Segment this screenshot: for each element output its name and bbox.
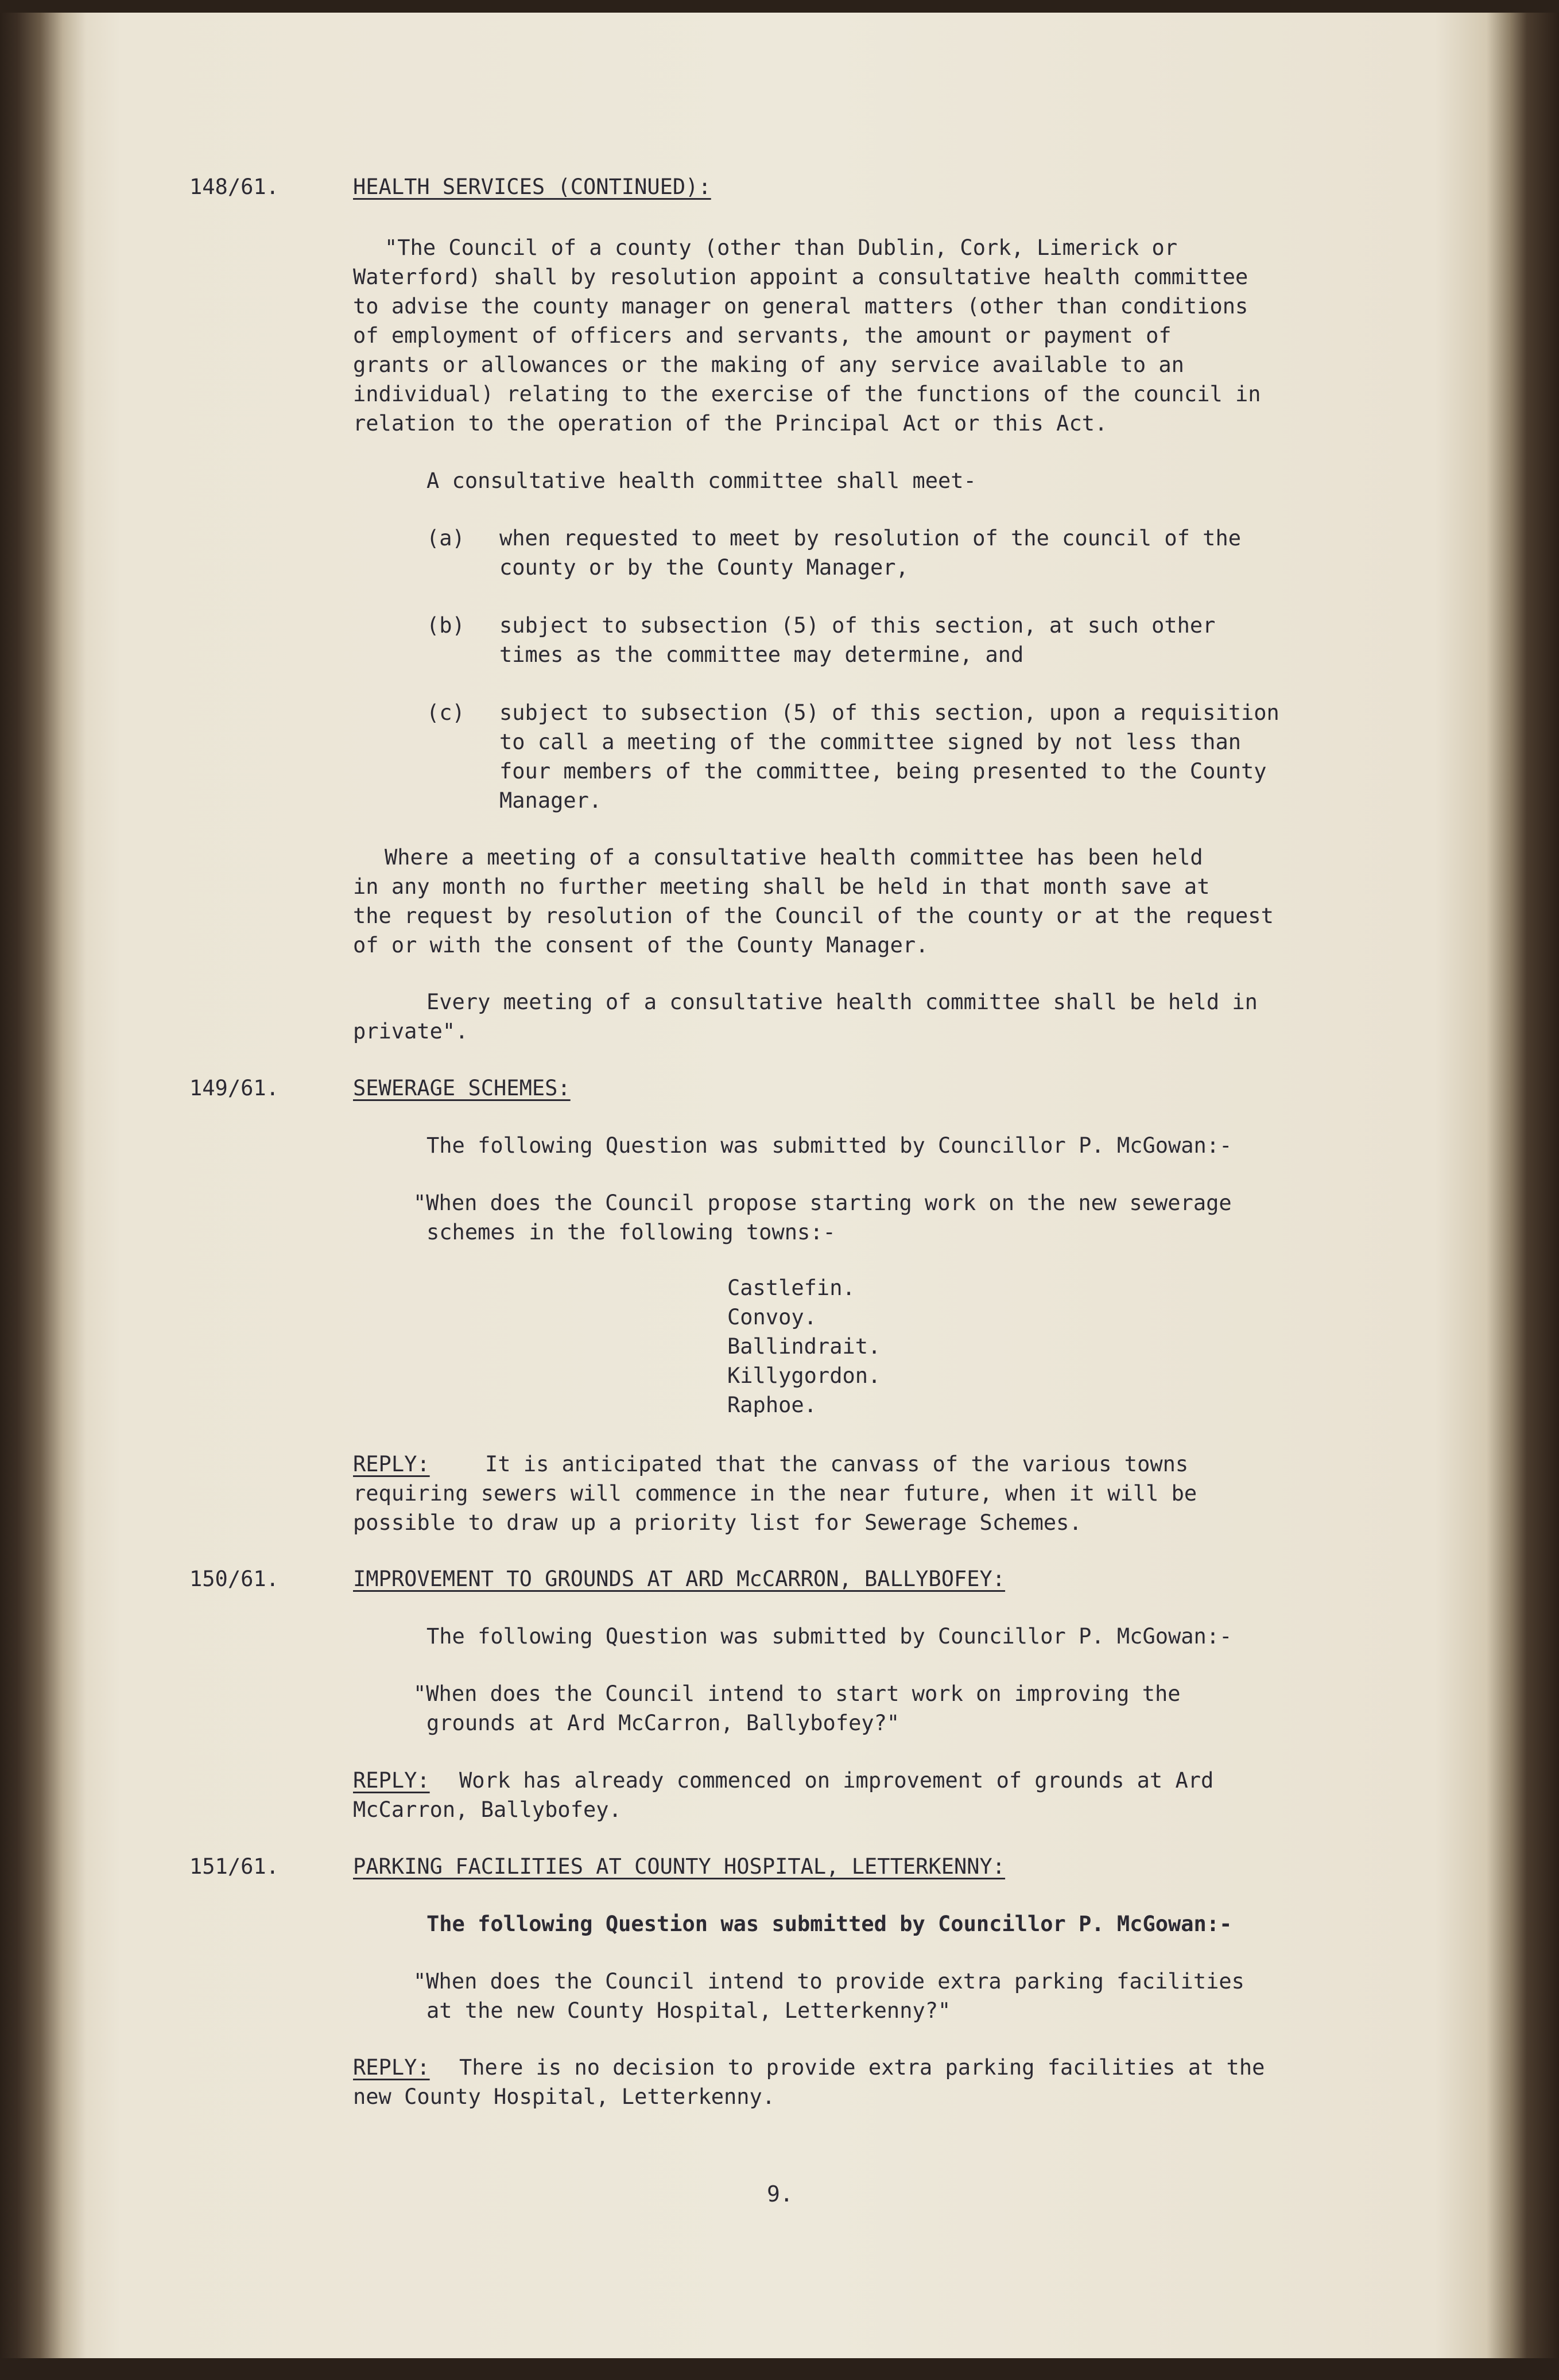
list-marker-c: (c)	[426, 700, 465, 725]
reply-line: requiring sewers will commence in the near future, when it will be	[353, 1481, 1197, 1506]
paragraph-line: Where a meeting of a consultative health committee has been held	[385, 845, 1203, 870]
list-item-line: times as the committee may determine, and	[499, 642, 1024, 667]
list-item-line: four members of the committee, being presented to the County	[499, 759, 1267, 784]
quote-line: grants or allowances or the making of any service available to an	[353, 352, 1184, 377]
section-heading: IMPROVEMENT TO GROUNDS AT ARD McCARRON, BALLYBOFEY:	[353, 1567, 1006, 1591]
reply-line: McCarron, Ballybofey.	[353, 1797, 622, 1822]
quote-line: to advise the county manager on general matters (other than conditions	[353, 294, 1248, 319]
section-number: 149/61.	[189, 1076, 279, 1100]
reply-label: REPLY:	[353, 1768, 430, 1793]
list-item-line: county or by the County Manager,	[499, 555, 909, 580]
question-line: schemes in the following towns:-	[426, 1220, 836, 1245]
section-number: 150/61.	[189, 1567, 279, 1591]
page-number: 9.	[767, 2181, 793, 2207]
scan-bottom-edge	[0, 2358, 1559, 2380]
question-line: "When does the Council propose starting work on the new sewerage	[413, 1191, 1232, 1215]
town-item: Ballindrait.	[727, 1334, 881, 1359]
town-item: Castlefin.	[727, 1276, 855, 1300]
reply-label: REPLY:	[353, 1452, 430, 1476]
meeting-intro: A consultative health committee shall meet-	[426, 468, 976, 493]
reply-line: new County Hospital, Letterkenny.	[353, 2084, 775, 2109]
list-item-line: to call a meeting of the committee signed by not less than	[499, 730, 1242, 754]
question-line: at the new County Hospital, Letterkenny?"	[426, 1998, 951, 2023]
paragraph-line: private".	[353, 1019, 468, 1044]
question-intro: The following Question was submitted by Councillor P. McGowan:-	[426, 1133, 1232, 1158]
paragraph-line: of or with the consent of the County Manager.	[353, 933, 929, 958]
town-item: Convoy.	[727, 1305, 817, 1329]
section-number: 151/61.	[189, 1854, 279, 1879]
reply-line: There is no decision to provide extra parking facilities at the	[459, 2055, 1265, 2080]
question-intro: The following Question was submitted by Councillor P. McGowan:-	[426, 1624, 1232, 1649]
section-heading: SEWERAGE SCHEMES:	[353, 1076, 571, 1100]
reply-line: Work has already commenced on improvement of grounds at Ard	[459, 1768, 1214, 1793]
reply-line: It is anticipated that the canvass of the various towns	[485, 1452, 1189, 1476]
question-line: "When does the Council intend to provide extra parking facilities	[413, 1969, 1244, 1994]
quote-line: "The Council of a county (other than Dublin, Cork, Limerick or	[385, 235, 1178, 260]
reply-label: REPLY:	[353, 2055, 430, 2080]
list-item-line: Manager.	[499, 788, 602, 813]
section-heading: HEALTH SERVICES (CONTINUED):	[353, 175, 711, 199]
question-line: "When does the Council intend to start work on improving the	[413, 1681, 1181, 1706]
list-item-line: subject to subsection (5) of this section, upon a requisition	[499, 700, 1279, 725]
town-item: Killygordon.	[727, 1363, 881, 1388]
quote-line: of employment of officers and servants, the amount or payment of	[353, 323, 1172, 348]
quote-line: Waterford) shall by resolution appoint a consultative health committee	[353, 265, 1248, 289]
question-intro: The following Question was submitted by Councillor P. McGowan:-	[426, 1912, 1232, 1936]
list-item-line: subject to subsection (5) of this section, at such other	[499, 613, 1216, 638]
question-line: grounds at Ard McCarron, Ballybofey?"	[426, 1711, 900, 1735]
quote-line: relation to the operation of the Principal Act or this Act.	[353, 411, 1108, 436]
quote-line: individual) relating to the exercise of the functions of the council in	[353, 382, 1261, 406]
section-heading: PARKING FACILITIES AT COUNTY HOSPITAL, LETTERKENNY:	[353, 1854, 1006, 1879]
scan-top-edge	[0, 0, 1559, 13]
reply-line: possible to draw up a priority list for Sewerage Schemes.	[353, 1510, 1082, 1535]
section-number: 148/61.	[189, 175, 279, 199]
paragraph-line: the request by resolution of the Council of the county or at the request	[353, 904, 1274, 928]
list-marker-b: (b)	[426, 613, 465, 638]
list-item-line: when requested to meet by resolution of the council of the	[499, 526, 1242, 551]
list-marker-a: (a)	[426, 526, 465, 551]
paragraph-line: Every meeting of a consultative health committee shall be held in	[426, 990, 1258, 1014]
paragraph-line: in any month no further meeting shall be held in that month save at	[353, 874, 1210, 899]
town-item: Raphoe.	[727, 1393, 817, 1417]
